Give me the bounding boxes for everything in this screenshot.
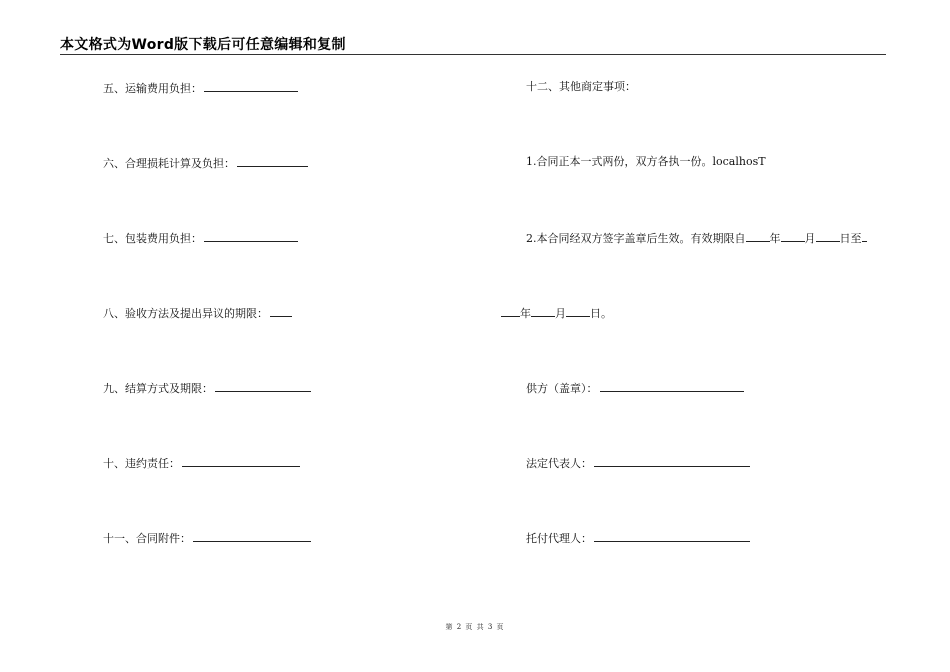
page-indicator: 第 2 页 共 3 页 (445, 623, 505, 631)
clause-five (103, 80, 298, 96)
clause-six (103, 155, 308, 171)
clause-twelve-heading (526, 80, 636, 94)
end-month-blank (531, 305, 555, 317)
supplier-seal-label: 供方（盖章）： (526, 382, 598, 395)
clause-seven-blank (204, 230, 298, 242)
start-year-label: 年 (769, 232, 781, 245)
clause-six-blank (237, 155, 308, 167)
clause-twelve-heading-text: 十二、其他商定事项： (526, 80, 636, 93)
authorized-agent-label: 托付代理人： (526, 532, 592, 545)
end-year-label: 年 (520, 307, 531, 320)
clause-ten (103, 455, 300, 471)
clause-nine-blank (215, 380, 311, 392)
end-day-blank (566, 305, 590, 317)
clause-eleven-blank (193, 530, 311, 542)
clause-five-blank (204, 80, 298, 92)
start-day-to-label: 日至 (839, 232, 862, 245)
start-day-blank (816, 230, 840, 242)
legal-representative-blank (594, 455, 750, 467)
clause-twelve-line-1 (526, 155, 766, 169)
supplier-seal-blank (600, 380, 744, 392)
end-trailing-blank (862, 230, 867, 242)
page-header-title: 本文格式为Word版下载后可任意编辑和复制 (60, 37, 346, 53)
clause-eleven (103, 530, 311, 546)
clause-eight-label: 八、验收方法及提出异议的期限： (103, 307, 268, 320)
clause-eleven-label: 十一、合同附件： (103, 532, 191, 545)
start-year-blank (746, 230, 770, 242)
clause-twelve-line-3 (501, 305, 612, 321)
clause-seven (103, 230, 298, 246)
legal-representative-label: 法定代表人： (526, 457, 592, 470)
clause-ten-label: 十、违约责任： (103, 457, 180, 470)
page-footer (0, 622, 950, 632)
clause-nine (103, 380, 311, 396)
clause-six-label: 六、合理损耗计算及负担： (103, 157, 235, 170)
clause-twelve-line-2 (526, 230, 867, 246)
end-year-blank (501, 305, 520, 317)
legal-representative (526, 455, 750, 471)
end-month-label: 月 (555, 307, 566, 320)
supplier-seal (526, 380, 744, 396)
clause-nine-label: 九、结算方式及期限： (103, 382, 213, 395)
start-month-blank (781, 230, 805, 242)
start-month-label: 月 (804, 232, 816, 245)
clause-seven-label: 七、包装费用负担： (103, 232, 202, 245)
page-header (60, 32, 886, 55)
clause-ten-blank (182, 455, 300, 467)
clause-eight-blank (270, 305, 292, 317)
clause-twelve-line-2-text: 2.本合同经双方签字盖章后生效。有效期限自 (526, 232, 746, 245)
clause-eight (103, 305, 292, 321)
clause-twelve-line-1-text: 1.合同正本一式两份，双方各执一份。localhosT (526, 155, 766, 168)
authorized-agent (526, 530, 750, 546)
clause-five-label: 五、运输费用负担： (103, 82, 202, 95)
authorized-agent-blank (594, 530, 750, 542)
end-day-label: 日。 (590, 307, 612, 320)
